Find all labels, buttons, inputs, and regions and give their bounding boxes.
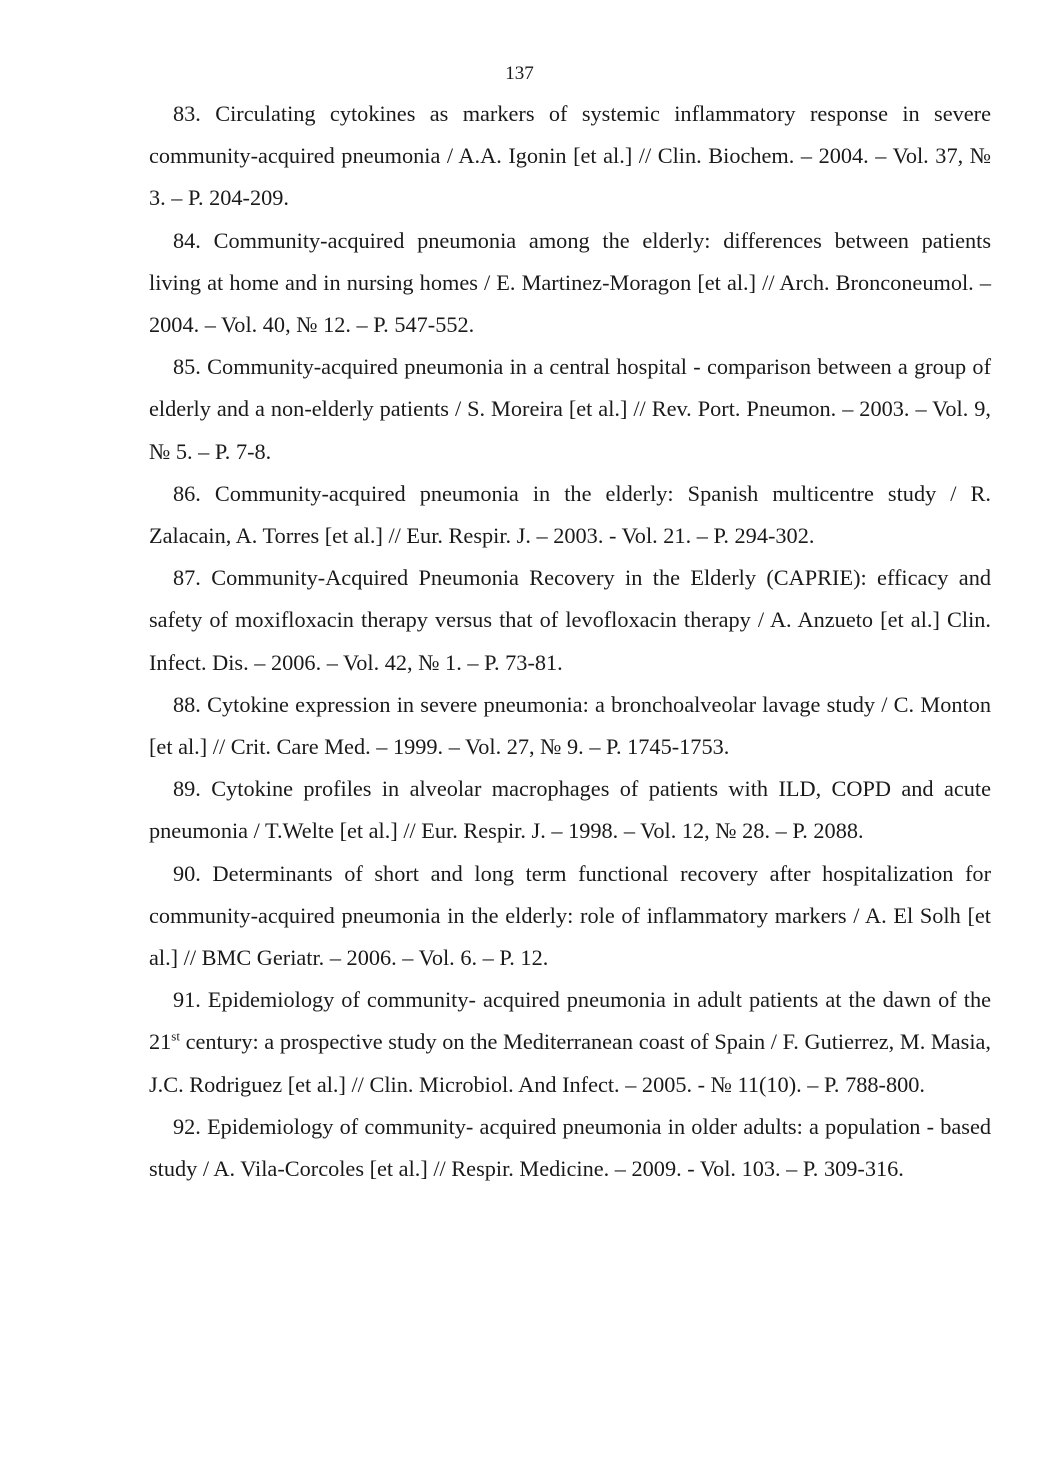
reference-item-91 xyxy=(149,979,991,1106)
reference-item-90: 90. Determinants of short and long term functional recovery after hospitalization for community-acquired pneumonia in the elderly: role of inflammatory markers / A. El Solh [et al.] // BMC Geriatr. – 2006. – Vol. 6. – P. 12. xyxy=(149,860,991,971)
reference-91-text-start: 91. Epidemiology of community- acquired pneumonia in adult patients at the dawn of the 21 xyxy=(149,987,991,1055)
reference-item-87: 87. Community-Acquired Pneumonia Recovery in the Elderly (CAPRIE): efficacy and safety of moxifloxacin therapy versus that of levofloxacin therapy / A. Anzueto [et al.] Clin. Infect. Dis. – 2006. – Vol. 42, № 1. – P. 73-81. xyxy=(149,565,991,675)
reference-list xyxy=(149,93,991,1190)
reference-item-84: 84. Community-acquired pneumonia among the elderly: differences between patients living at home and in nursing homes / E. Martinez-Moragon [et al.] // Arch. Bronconeumol. – 2004. – Vol. 40, № 12. – P. 547-552. xyxy=(149,227,991,338)
reference-91-text-end: century: a prospective study on the Mediterranean coast of Spain / F. Gutierrez, M. Masia, J.C. Rodriguez [et al.] // Clin. Microbiol. And Infect. – 2005. - № 11(10). – P. 788-800. xyxy=(149,1029,991,1097)
reference-item-92: 92. Epidemiology of community- acquired pneumonia in older adults: a population - based study / A. Vila-Corcoles [et al.] // Respir. Medicine. – 2009. - Vol. 103. – P. 309-316. xyxy=(149,1113,991,1182)
reference-item-86: 86. Community-acquired pneumonia in the elderly: Spanish multicentre study / R. Zalacain, A. Torres [et al.] // Eur. Respir. J. – 2003. - Vol. 21. – P. 294-302. xyxy=(149,480,991,549)
reference-item-83: 83. Circulating cytokines as markers of systemic inflammatory response in severe community-acquired pneumonia / A.A. Igonin [et al.] // Clin. Biochem. – 2004. – Vol. 37, № 3. – P. 204-209. xyxy=(149,101,991,211)
reference-item-85: 85. Community-acquired pneumonia in a central hospital - comparison between a group of elderly and a non-elderly patients / S. Moreira [et al.] // Rev. Port. Pneumon. – 2003. – Vol. 9, № 5. – P. 7-8. xyxy=(149,354,991,464)
reference-item-89: 89. Cytokine profiles in alveolar macrophages of patients with ILD, COPD and acute pneumonia / T.Welte [et al.] // Eur. Respir. J. – 1998. – Vol. 12, № 28. – P. 2088. xyxy=(149,776,991,844)
page-number: 137 xyxy=(505,63,534,84)
reference-item-88: 88. Cytokine expression in severe pneumonia: a bronchoalveolar lavage study / C. Monton [et al.] // Crit. Care Med. – 1999. – Vol. 27, № 9. – P. 1745-1753. xyxy=(149,691,991,760)
reference-91-superscript: st xyxy=(171,1029,180,1045)
